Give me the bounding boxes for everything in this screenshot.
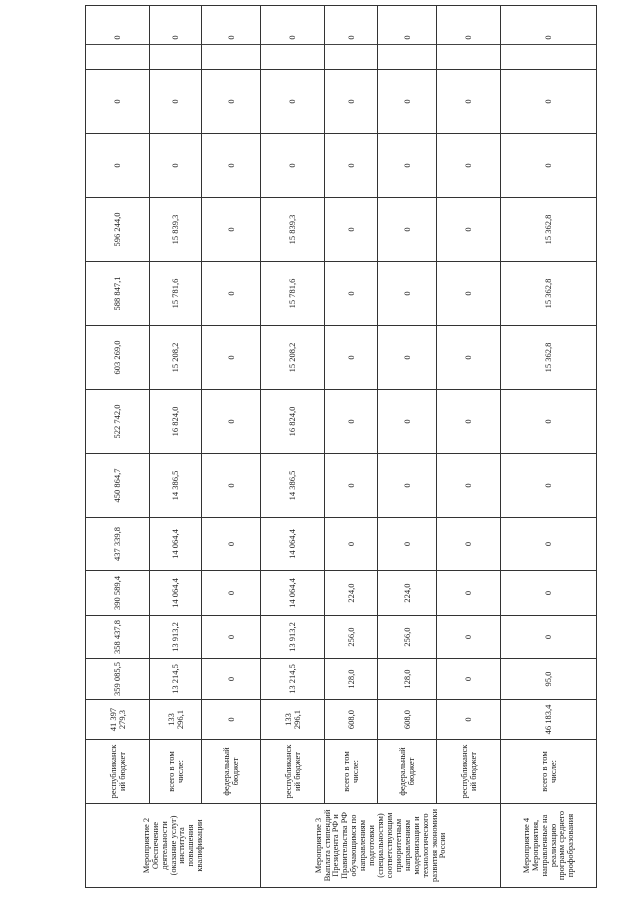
amount-cell: 0: [325, 518, 378, 571]
amount-cell: 0: [325, 198, 378, 262]
amount-cell: 0: [202, 518, 261, 571]
amount-cell: 603 269,0: [86, 326, 150, 390]
amount-cell: 16 824,0: [150, 390, 202, 454]
amount-cell: 14 064,4: [150, 571, 202, 616]
activity-name-cell: Мероприятие 3 Выплата стипендий Президента РФ и Правительства РФ обучающимся по направлениям подготовки (специальностям) соответствующим приоритетным направлениям модернизации и технологического развития экономики России: [261, 804, 501, 888]
budget-table: [85, 5, 597, 888]
amount-cell: 0: [437, 700, 501, 740]
funding-source-cell: республиканский бюджет: [261, 740, 325, 804]
amount-cell: 15 781,6: [150, 262, 202, 326]
amount-cell: 0: [378, 70, 437, 134]
amount-cell: 15 781,6: [261, 262, 325, 326]
amount-cell: 0: [437, 454, 501, 518]
amount-cell: 0: [378, 262, 437, 326]
amount-cell: 0: [150, 70, 202, 134]
amount-cell: 0: [437, 571, 501, 616]
table-row: [86, 6, 150, 888]
amount-cell: 0: [86, 6, 150, 70]
table-row: [501, 6, 597, 888]
amount-cell: 0: [202, 659, 261, 700]
funding-source-cell: всего в том числе:: [325, 740, 378, 804]
amount-cell: 0: [501, 518, 597, 571]
amount-cell: 437 339,8: [86, 518, 150, 571]
amount-cell: 0: [501, 571, 597, 616]
amount-cell: 0: [437, 6, 501, 70]
amount-cell: 0: [202, 262, 261, 326]
amount-cell: 0: [378, 6, 437, 70]
amount-cell: 14 064,4: [261, 571, 325, 616]
amount-cell: 0: [378, 518, 437, 571]
amount-cell: 0: [325, 390, 378, 454]
budget-table-body: [86, 6, 597, 888]
amount-cell: 0: [501, 6, 597, 70]
funding-source-cell: республиканский бюджет: [437, 740, 501, 804]
amount-cell: 0: [261, 70, 325, 134]
amount-cell: 0: [325, 262, 378, 326]
amount-cell: 0: [202, 6, 261, 70]
activity-name-cell: Мероприятие 4 Мероприятия, направленные на реализацию программ среднего профобразования: [501, 804, 597, 888]
amount-cell: 0: [86, 134, 150, 198]
amount-cell: 0: [437, 326, 501, 390]
amount-cell: 256,0: [378, 616, 437, 659]
amount-cell: 256,0: [325, 616, 378, 659]
amount-cell: 0: [202, 616, 261, 659]
amount-cell: 15 208,2: [150, 326, 202, 390]
amount-cell: 0: [501, 134, 597, 198]
amount-cell: 133 296,1: [150, 700, 202, 740]
amount-cell: 358 437,8: [86, 616, 150, 659]
amount-cell: 0: [501, 616, 597, 659]
funding-source-cell: федеральный бюджет: [202, 740, 261, 804]
amount-cell: 522 742,0: [86, 390, 150, 454]
amount-cell: 15 208,2: [261, 326, 325, 390]
amount-cell: 0: [437, 134, 501, 198]
table-row: [325, 6, 378, 888]
amount-cell: 0: [261, 134, 325, 198]
amount-cell: 0: [202, 390, 261, 454]
amount-cell: 0: [202, 571, 261, 616]
amount-cell: 390 589,4: [86, 571, 150, 616]
amount-cell: 0: [378, 454, 437, 518]
amount-cell: 0: [437, 616, 501, 659]
amount-cell: 0: [501, 70, 597, 134]
funding-source-cell: всего в том числе:: [501, 740, 597, 804]
amount-cell: 0: [202, 70, 261, 134]
amount-cell: 128,0: [378, 659, 437, 700]
amount-cell: 0: [378, 326, 437, 390]
amount-cell: 0: [501, 390, 597, 454]
amount-cell: 224,0: [378, 571, 437, 616]
funding-source-cell: федеральный бюджет: [378, 740, 437, 804]
amount-cell: 0: [437, 659, 501, 700]
amount-cell: 0: [202, 134, 261, 198]
amount-cell: 14 386,5: [261, 454, 325, 518]
amount-cell: 13 214,5: [261, 659, 325, 700]
table-row: [261, 6, 325, 888]
amount-cell: 0: [150, 6, 202, 70]
amount-cell: 13 214,5: [150, 659, 202, 700]
amount-cell: 608,0: [378, 700, 437, 740]
amount-cell: 0: [437, 262, 501, 326]
funding-source-cell: республиканский бюджет: [86, 740, 150, 804]
amount-cell: 0: [378, 198, 437, 262]
activity-name-cell: Мероприятие 2 Обеспечение деятельности (оказание услуг) института повышения квалификации: [86, 804, 261, 888]
table-row: [437, 6, 501, 888]
amount-cell: 133 296,1: [261, 700, 325, 740]
amount-cell: 359 085,5: [86, 659, 150, 700]
amount-cell: 13 913,2: [150, 616, 202, 659]
amount-cell: 0: [86, 70, 150, 134]
amount-cell: 0: [202, 198, 261, 262]
amount-cell: 0: [437, 70, 501, 134]
amount-cell: 14 064,4: [261, 518, 325, 571]
amount-cell: 0: [202, 326, 261, 390]
amount-cell: 0: [325, 454, 378, 518]
amount-cell: 224,0: [325, 571, 378, 616]
amount-cell: 596 244,0: [86, 198, 150, 262]
amount-cell: 0: [325, 134, 378, 198]
amount-cell: 15 839,3: [261, 198, 325, 262]
amount-cell: 13 913,2: [261, 616, 325, 659]
amount-cell: 15 362,8: [501, 198, 597, 262]
amount-cell: 450 864,7: [86, 454, 150, 518]
amount-cell: 128,0: [325, 659, 378, 700]
amount-cell: 0: [202, 700, 261, 740]
funding-source-cell: всего в том числе:: [150, 740, 202, 804]
amount-cell: 0: [150, 134, 202, 198]
amount-cell: 0: [325, 70, 378, 134]
amount-cell: 0: [261, 6, 325, 70]
amount-cell: 16 824,0: [261, 390, 325, 454]
amount-cell: 0: [325, 6, 378, 70]
table-row: [378, 6, 437, 888]
table-row: [202, 6, 261, 888]
amount-cell: 15 362,8: [501, 326, 597, 390]
amount-cell: 14 064,4: [150, 518, 202, 571]
amount-cell: 95,0: [501, 659, 597, 700]
amount-cell: 14 386,5: [150, 454, 202, 518]
amount-cell: 0: [501, 454, 597, 518]
amount-cell: 15 839,3: [150, 198, 202, 262]
amount-cell: 0: [437, 390, 501, 454]
amount-cell: 588 847,1: [86, 262, 150, 326]
amount-cell: 0: [202, 454, 261, 518]
table-row: [150, 6, 202, 888]
amount-cell: 0: [437, 518, 501, 571]
amount-cell: 0: [325, 326, 378, 390]
amount-cell: 0: [378, 134, 437, 198]
amount-cell: 608,0: [325, 700, 378, 740]
amount-cell: 46 183,4: [501, 700, 597, 740]
amount-cell: 41 397 279,3: [86, 700, 150, 740]
amount-cell: 15 362,8: [501, 262, 597, 326]
amount-cell: 0: [378, 390, 437, 454]
amount-cell: 0: [437, 198, 501, 262]
